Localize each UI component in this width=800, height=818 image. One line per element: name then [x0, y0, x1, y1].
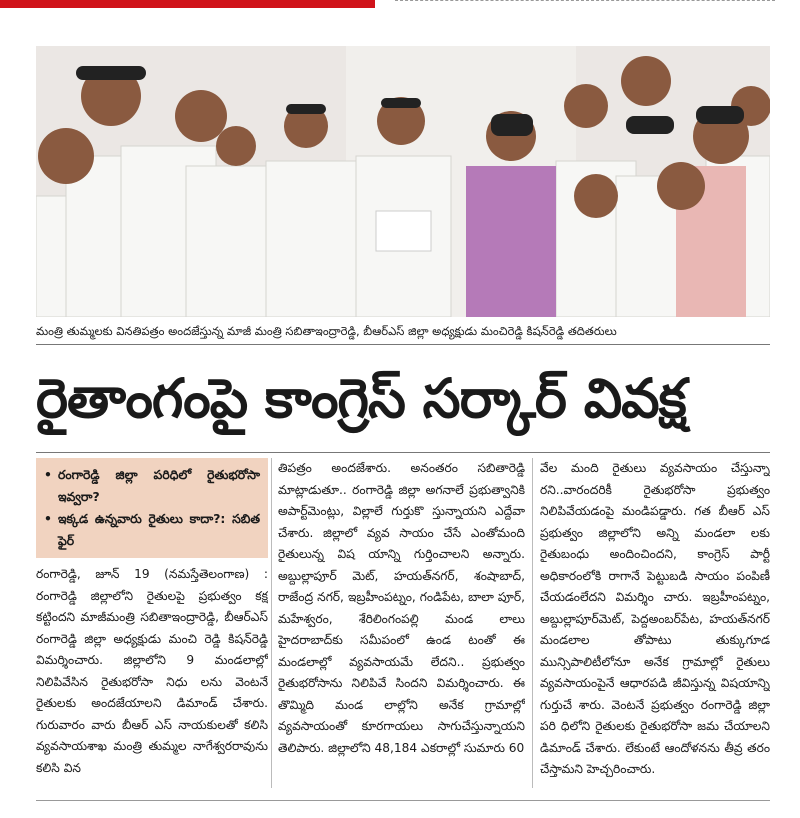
highlight-item	[44, 464, 260, 508]
bottom-divider	[36, 800, 770, 801]
highlights-box	[36, 458, 268, 558]
caption-divider	[36, 344, 770, 345]
highlight-text: ఇక్కడ ఉన్నవారు రైతులు కాదా?: సబిత ఫైర్	[58, 511, 260, 548]
section-color-bar	[0, 0, 375, 8]
article-column-2	[278, 458, 525, 759]
top-strip	[0, 0, 800, 14]
column-1-text: రంగారెడ్డి, జూన్ 19 (నమస్తేతెలంగాణ) : రంగారెడ్డి జిల్లాలోని రైతులపై ప్రభుత్వం కక్ష కట్టిందని మాజీమంత్రి సబితాఇంద్రారెడ్డి, బీఆర్ఎస్ రంగారెడ్డి జిల్లా అధ్యక్షుడు మంచి రెడ్డి కిషన్‌రెడ్డి విమర్శించారు. జిల్లాలోని 9 మండలాల్లో నిలిపివేసిన రైతుభరోసా నిధు లను వెంటనే రైతులకు అందజేయాలని డిమాండ్ చేశారు. గురువారం వారు బీఆర్ ఎస్ నాయకులతో కలిసి వ్యవసాయశాఖ మంత్రి తుమ్మల నాగేశ్వరరావును కలిసి విన	[36, 567, 268, 775]
highlight-item	[44, 508, 260, 552]
column-divider	[271, 458, 272, 788]
headline-divider	[36, 452, 770, 453]
top-divider	[395, 0, 775, 3]
column-2-text: తిపత్రం అందజేశారు. అనంతరం సబితారెడ్డి మాట్లాడుతూ.. రంగారెడ్డి జిల్లా అగనాలే ప్రభుత్వానికి అపార్ట్‌మెంట్లు, విల్లాలే గుర్తుకొ స్తున్నాయని ఎద్దేవా చేశారు. జిల్లాలో వ్యవ సాయం చేసే ఎంతోమంది రైతులున్న విష యాన్ని గుర్తించాలని అన్నారు. అబ్దుల్లాపూర్ మెట్, హయత్‌నగర్, శంషాబాద్, రాజేంద్ర నగర్, ఇబ్రహీంపట్నం, గండిపేట, బాలా పూర్, మహేశ్వరం, శేరిలింగంపల్లి మండ లాలు హైదరాబాద్‌కు సమీపంలో ఉండ టంతో ఈ మండలాల్లో వ్యవసాయమే లేదని.. ప్రభుత్వం రైతుభరోసాను నిలిపివే సిందని విమర్శించారు. ఈ తొమ్మిది మండ లాల్లోని అనేక గ్రామాల్లో వ్యవసాయంతో కూరగాయలు సాగుచేస్తున్నాయని తెలిపారు. జిల్లాలోని 48,184 ఎకరాల్లో సుమారు 60	[278, 461, 525, 755]
column-3-text: వేల మంది రైతులు వ్యవసాయం చేస్తున్నా రని..వారందరికీ రైతుభరోసా ప్రభుత్వం నిలిపివేయడంపై మండిపడ్డారు. గత బీఆర్ ఎస్ ప్రభుత్వం జిల్లాలోని అన్ని మండలా లకు రైతుబంధు అందించిందని, కాంగ్రెస్ పార్టీ అధికారంలోకి రాగానే పెట్టుబడి సాయం పంపిణీ చేయడంలేదని విమర్శిం చారు. ఇబ్రహీంపట్నం, అబ్దుల్లాపూర్‌మెట్, పెద్దఅంబర్‌పేట, హయత్‌నగర్ మండలాల తోపాటు తుక్కుగూడ మున్సిపాలిటీలోనూ అనేక గ్రామాల్లో రైతులు వ్యవసాయంపైనే ఆధారపడి జీవిస్తున్న విషయాన్ని గుర్తుచే శారు. వెంటనే ప్రభుత్వం రంగారెడ్డి జిల్లా పరి ధిలోని రైతులకు రైతుభరోసా జమ చేయాలని డిమాండ్ చేశారు. లేకుంటే ఆందోళనను తీవ్ర తరం చేస్తామని హెచ్చరించారు.	[540, 461, 770, 776]
highlight-text: రంగారెడ్డి జిల్లా పరిధిలో రైతుభరోసా ఇవ్వరా?	[58, 467, 260, 504]
bullet-icon: •	[44, 511, 52, 526]
photo-caption: మంత్రి తుమ్మలకు వినతిపత్రం అందజేస్తున్న మాజీ మంత్రి సబితాఇంద్రారెడ్డి, బీఆర్ఎస్ జిల్లా అధ్యక్షుడు మంచిరెడ్డి కిషన్‌రెడ్డి తదితరులు	[36, 324, 617, 338]
article-column-1	[36, 458, 268, 779]
article-column-3	[540, 458, 770, 781]
news-photo	[36, 46, 770, 317]
bullet-icon: •	[44, 467, 52, 482]
headline: రైతాంగంపై కాంగ్రెస్ సర్కార్ వివక్ష	[36, 367, 686, 430]
column-divider	[532, 458, 533, 788]
